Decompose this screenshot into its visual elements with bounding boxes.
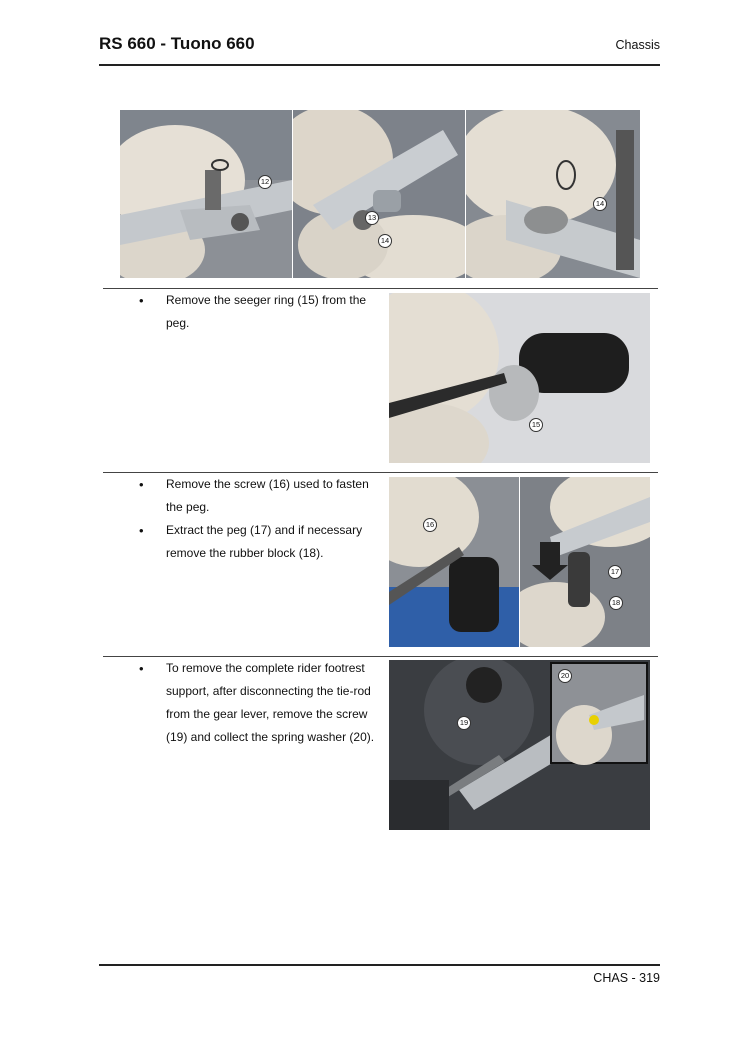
step-2-bullet-2: • Extract the peg (17) and if necessary remove the rubber block (18). <box>136 519 386 565</box>
callout-14: 14 <box>378 234 392 248</box>
callout-16: 16 <box>423 518 437 532</box>
step-2-bullet-1: • Remove the screw (16) used to fasten the peg. <box>136 473 386 519</box>
photo-seeger-ring-15 <box>389 293 650 463</box>
photo-seeger-ring-12 <box>120 110 292 278</box>
step-3-bullet-1: • To remove the complete rider footrest support, after disconnecting the tie-rod from the gear lever, remove the screw (19) and collect the spring washer (20). <box>136 657 386 749</box>
footer-rule <box>99 964 660 966</box>
photo-peg-screw-16 <box>389 477 519 647</box>
photo-footrest-support-19 <box>389 660 650 830</box>
callout-20: 20 <box>558 669 572 683</box>
photo-washer-13-14 <box>293 110 465 278</box>
page-number: CHAS - 319 <box>593 971 660 985</box>
photo-removed-ring-14 <box>466 110 640 278</box>
step-3-text <box>136 657 386 749</box>
section-name: Chassis <box>615 38 660 52</box>
callout-19: 19 <box>457 716 471 730</box>
header-rule <box>99 64 660 66</box>
step-1-bullet-1: • Remove the seeger ring (15) from the peg. <box>136 289 386 335</box>
callout-18: 18 <box>609 596 623 610</box>
callout-17: 17 <box>608 565 622 579</box>
step-1-text <box>136 289 386 335</box>
callout-13: 13 <box>365 211 379 225</box>
step-2-text <box>136 473 386 565</box>
document-title: RS 660 - Tuono 660 <box>99 34 255 53</box>
callout-15: 15 <box>529 418 543 432</box>
callout-12: 12 <box>258 175 272 189</box>
photo-peg-17-rubber-18 <box>520 477 650 647</box>
callout-14-ring: 14 <box>593 197 607 211</box>
